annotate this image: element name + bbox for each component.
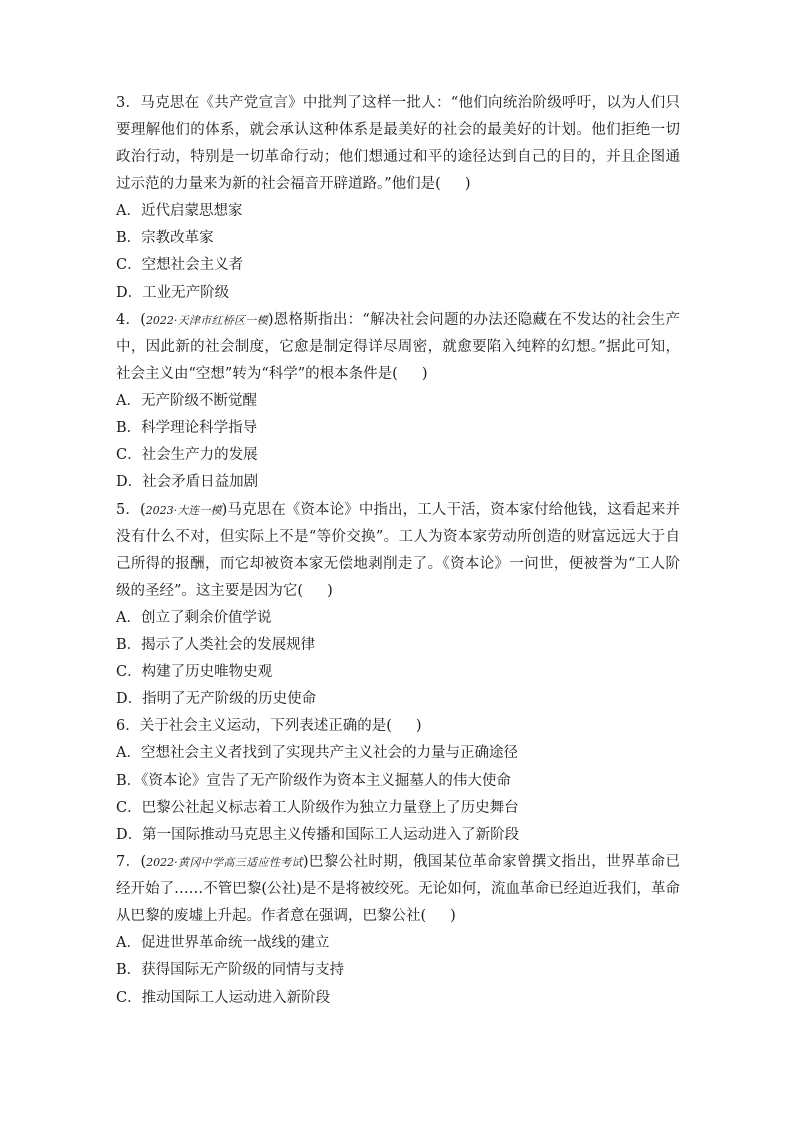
question-number: 5． [116, 501, 140, 518]
question-stem: 4．(2022·天津市红桥区一模)恩格斯指出：“解决社会问题的办法还隐藏在不发达的社会生产中，因此新的社会制度，它愈是制定得详尽周密，就愈要陷入纯粹的幻想。”据此可知，社会主义由“空想”转为“科学”的根本条件是( ) [116, 311, 680, 382]
question-number: 7． [116, 854, 141, 871]
question-number: 6． [116, 718, 140, 735]
option-c: C．社会生产力的发展 [116, 447, 258, 464]
option-d: D．第一国际推动马克思主义传播和国际工人运动进入了新阶段 [116, 827, 520, 844]
question-number: 4． [116, 311, 141, 328]
question-text: 关于社会主义运动，下列表述正确的是( [139, 718, 392, 735]
question-source: 2022·黄冈中学高三适应性考试 [146, 856, 303, 870]
question-4 [116, 307, 680, 497]
question-text: 巴黎公社时期，俄国某位革命家曾撰文指出，世界革命已经开始了……不管巴黎(公社)是不是将被绞死。无论如何，流血革命已经迫近我们，革命从巴黎的废墟上升起。作者意在强调，巴黎公社( [116, 854, 681, 925]
option-d: D．社会矛盾日益加剧 [116, 474, 259, 491]
question-source: 2022·天津市红桥区一模 [145, 313, 268, 327]
option-c: C．推动国际工人运动进入新阶段 [116, 989, 331, 1006]
option-b: B．揭示了人类社会的发展规律 [116, 636, 316, 653]
question-list [116, 90, 680, 1012]
option-b: B．获得国际无产阶级的同情与支持 [116, 962, 345, 979]
option-a: A．无产阶级不断觉醒 [116, 392, 257, 409]
question-text: 马克思在《共产党宣言》中批判了这样一批人：“他们向统治阶级呼吁，以为人们只要理解他们的体系，就会承认这种体系是最美好的社会的最美好的计划。他们拒绝一切政治行动，特别是一切革命行动；他们想通过和平的途径达到自己的目的，并且企图通过示范的力量来为新的社会福音开辟道路。”他们是( [116, 95, 680, 192]
option-b: B．宗教改革家 [116, 230, 214, 247]
question-source: 2023·大连一模 [145, 503, 222, 517]
question-6 [116, 713, 680, 849]
option-a: A．近代启蒙思想家 [116, 203, 243, 219]
question-stem: 7．(2022·黄冈中学高三适应性考试)巴黎公社时期，俄国某位革命家曾撰文指出，世界革命已经开始了……不管巴黎(公社)是不是将被绞死。无论如何，流血革命已经迫近我们，革命从巴黎的废墟上升起。作者意在强调，巴黎公社( ) [116, 854, 681, 925]
option-c: C．巴黎公社起义标志着工人阶级作为独立力量登上了历史舞台 [116, 799, 519, 816]
option-c: C．构建了历史唯物史观 [116, 664, 273, 681]
question-stem: 6．关于社会主义运动，下列表述正确的是( ) [116, 718, 422, 735]
question-5 [116, 497, 680, 714]
question-stem: 5．(2023·大连一模)马克思在《资本论》中指出，工人干活，资本家付给他钱，这看起来并没有什么不对，但实际上不是“等价交换”。工人为资本家劳动所创造的财富远远大于自己所得的报酬，而它却被资本家无偿地剥削走了。《资本论》一问世，便被誉为“工人阶级的圣经”。这主要是因为它( ) [116, 501, 680, 599]
option-a: A．促进世界革命统一战线的建立 [116, 935, 330, 952]
option-b: B．科学理论科学指导 [116, 420, 258, 437]
option-a: A．空想社会主义者找到了实现共产主义社会的力量与正确途径 [116, 745, 518, 762]
question-text: 恩格斯指出：“解决社会问题的办法还隐藏在不发达的社会生产中，因此新的社会制度，它愈是制定得详尽周密，就愈要陷入纯粹的幻想。”据此可知，社会主义由“空想”转为“科学”的根本条件是( [116, 311, 680, 382]
option-d: D．工业无产阶级 [116, 284, 230, 301]
question-3 [116, 90, 680, 307]
option-c: C．空想社会主义者 [116, 257, 244, 274]
option-d: D．指明了无产阶级的历史使命 [116, 691, 317, 708]
option-b: B．《资本论》宣告了无产阶级作为资本主义掘墓人的伟大使命 [116, 772, 511, 789]
question-number: 3． [116, 95, 141, 111]
option-a: A．创立了剩余价值学说 [116, 609, 272, 626]
question-text: 马克思在《资本论》中指出，工人干活，资本家付给他钱，这看起来并没有什么不对，但实际上不是“等价交换”。工人为资本家劳动所创造的财富远远大于自己所得的报酬，而它却被资本家无偿地剥削走了。《资本论》一问世，便被誉为“工人阶级的圣经”。这主要是因为它( [116, 501, 680, 599]
question-stem: 3．马克思在《共产党宣言》中批判了这样一批人：“他们向统治阶级呼吁，以为人们只要理解他们的体系，就会承认这种体系是最美好的社会的最美好的计划。他们拒绝一切政治行动，特别是一切革命行动；他们想通过和平的途径达到自己的目的，并且企图通过示范的力量来为新的社会福音开辟道路。”他们是( ) [116, 95, 680, 192]
question-7 [116, 849, 680, 1012]
